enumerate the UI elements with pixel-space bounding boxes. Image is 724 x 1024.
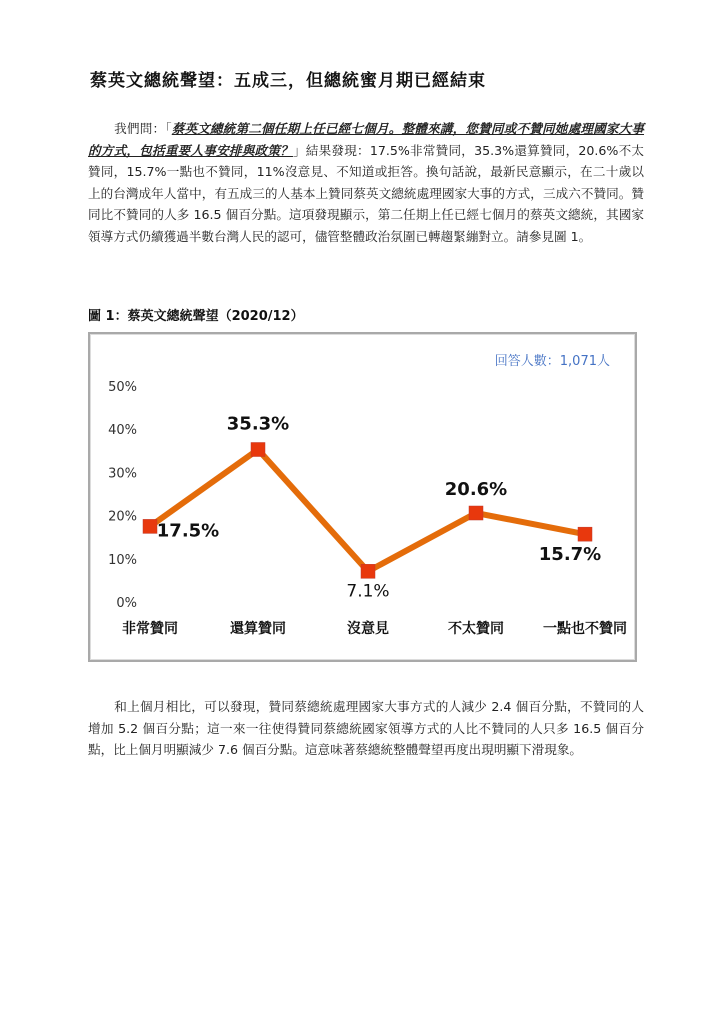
data-label: 17.5% [156,520,220,542]
y-tick-label: 30% [108,466,137,482]
x-axis [122,620,627,637]
x-tick-label: 一點也不贊同 [543,621,627,637]
x-tick-label: 非常贊同 [122,621,178,637]
data-points [143,443,592,579]
y-tick-label: 10% [108,552,137,568]
data-label: 7.1% [346,581,390,602]
respondents-count: 回答人數：1,071人 [494,354,610,369]
data-label: 20.6% [444,479,508,501]
y-tick-label: 50% [108,380,137,395]
data-point-marker [143,519,157,533]
y-axis [108,380,137,611]
y-tick-label: 0% [116,596,137,611]
survey-question: 蔡英文總統第二個任期上任已經七個月。整體來講，您贊同或不贊同她處理國家大事的方式，包括重要人事安排與政策？ [88,121,645,158]
data-point-marker [251,443,265,457]
page-title: 蔡英文總統聲望：五成三，但總統蜜月期已經結束 [90,71,486,91]
x-tick-label: 還算贊同 [230,621,286,637]
x-tick-label: 不太贊同 [448,621,504,637]
y-tick-label: 20% [108,509,137,525]
followup-paragraph [88,696,644,761]
followup-text: 和上個月相比，可以發現，贊同蔡總統處理國家大事方式的人減少 2.4 個百分點，不贊同的人增加 5.2 個百分點；這一來一往使得贊同蔡總統國家領導方式的人比不贊同的人只多 16.5 個百分點，比上個月明顯減少 7.6 個百分點。這意味著蔡總統整體聲望再度出現明顯下滑現象。 [88,699,644,757]
data-label: 35.3% [226,413,290,435]
data-point-marker [469,506,483,520]
results-text: 」結果發現：17.5%非常贊同，35.3%還算贊同，20.6%不太贊同，15.7%一點也不贊同，11%沒意見、不知道或拒答。換句話說，最新民意顯示，在二十歲以上的台灣成年人當中，有五成三的人基本上贊同蔡英文總統處理國家大事的方式，三成六不贊同。贊同比不贊同的人多 16.5 個百分點。這項發現顯示，第二任期上任已經七個月的蔡英文總統，其國家領導方式仍續獲過半數台灣人民的認可，儘管整體政治氛圍已轉趨緊繃對立。請參見圖 1。 [88,142,645,244]
question-intro: 我們問：「 [114,121,172,136]
chart-frame [88,332,637,662]
series-line [150,450,585,572]
intro-paragraph [88,118,644,247]
x-tick-label: 沒意見 [347,621,389,637]
data-label: 15.7% [538,544,602,566]
series-line-group [150,450,585,572]
figure-label: 圖 1：蔡英文總統聲望（2020/12） [88,309,304,324]
data-point-marker [578,527,592,541]
data-labels [157,414,601,602]
data-point-marker [361,564,375,578]
y-tick-label: 40% [108,423,137,439]
line-chart [90,334,635,660]
